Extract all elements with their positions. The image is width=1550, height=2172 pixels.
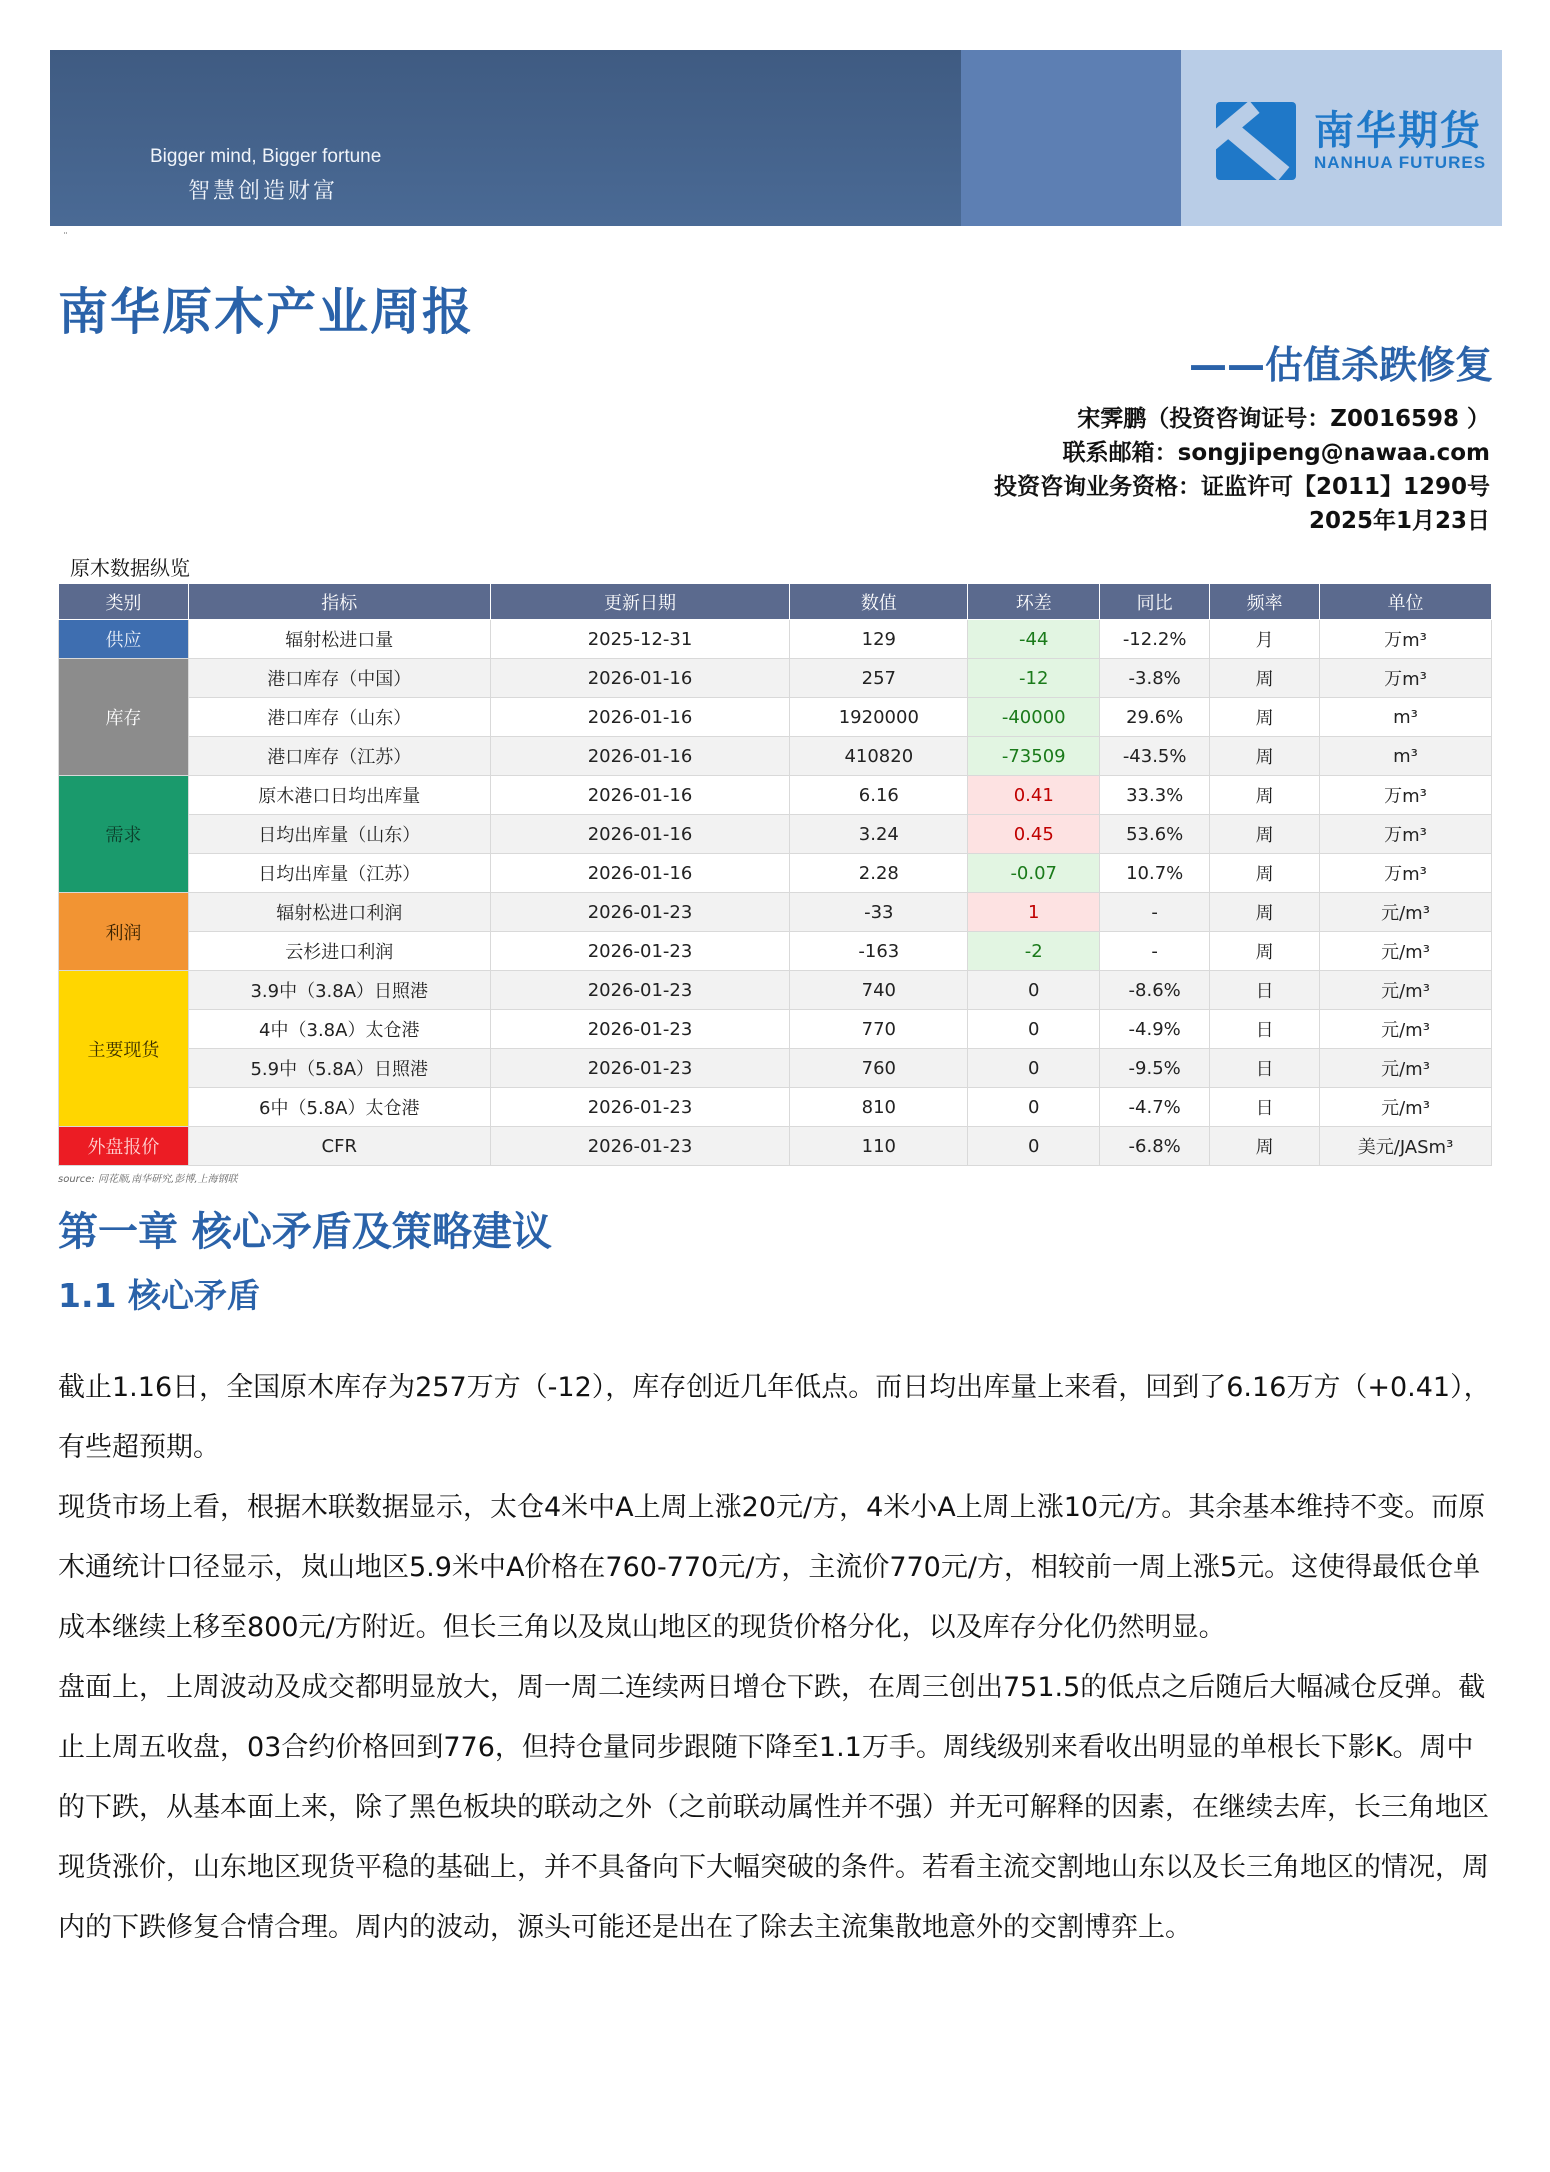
- freq-cell: 日: [1210, 1010, 1320, 1049]
- indicator-cell: 辐射松进口量: [188, 620, 490, 659]
- freq-cell: 周: [1210, 1127, 1320, 1166]
- value-cell: -163: [790, 932, 968, 971]
- unit-cell: 元/m³: [1320, 932, 1492, 971]
- indicator-cell: 4中（3.8A）太仓港: [188, 1010, 490, 1049]
- diff-cell: 0: [968, 1010, 1100, 1049]
- indicator-cell: 辐射松进口利润: [188, 893, 490, 932]
- table-row: [59, 737, 1492, 776]
- col-header: 类别: [59, 584, 189, 620]
- value-cell: 129: [790, 620, 968, 659]
- value-cell: 810: [790, 1088, 968, 1127]
- report-title: 南华原木产业周报: [58, 283, 474, 341]
- date-cell: 2025-12-31: [490, 620, 790, 659]
- banner-right-panel: [1181, 50, 1502, 226]
- freq-cell: 周: [1210, 854, 1320, 893]
- value-cell: 6.16: [790, 776, 968, 815]
- author-license: 投资咨询业务资格：证监许可【2011】1290号: [993, 474, 1490, 500]
- report-date: 2025年1月23日: [1308, 508, 1490, 534]
- unit-cell: 元/m³: [1320, 1049, 1492, 1088]
- yoy-cell: -4.9%: [1100, 1010, 1210, 1049]
- unit-cell: 万m³: [1320, 776, 1492, 815]
- value-cell: 410820: [790, 737, 968, 776]
- col-header: 同比: [1100, 584, 1210, 620]
- col-header: 数值: [790, 584, 968, 620]
- slogan-chinese: 智慧创造财富: [188, 179, 339, 204]
- indicator-cell: 5.9中（5.8A）日照港: [188, 1049, 490, 1088]
- date-cell: 2026-01-16: [490, 776, 790, 815]
- diff-cell: -40000: [968, 698, 1100, 737]
- category-cell: 利润: [59, 893, 189, 971]
- indicator-cell: 港口库存（江苏）: [188, 737, 490, 776]
- table-row: [59, 1127, 1492, 1166]
- value-cell: 257: [790, 659, 968, 698]
- value-cell: -33: [790, 893, 968, 932]
- freq-cell: 周: [1210, 776, 1320, 815]
- yoy-cell: -4.7%: [1100, 1088, 1210, 1127]
- logo-text-en: NANHUA FUTURES: [1314, 153, 1487, 172]
- table-row: [59, 620, 1492, 659]
- col-header: 单位: [1320, 584, 1492, 620]
- unit-cell: 万m³: [1320, 815, 1492, 854]
- freq-cell: 周: [1210, 815, 1320, 854]
- freq-cell: 日: [1210, 971, 1320, 1010]
- date-cell: 2026-01-23: [490, 1088, 790, 1127]
- table-row: [59, 971, 1492, 1010]
- table-row: [59, 776, 1492, 815]
- yoy-cell: -8.6%: [1100, 971, 1210, 1010]
- slogan-english: Bigger mind, Bigger fortune: [150, 146, 382, 167]
- indicator-cell: 3.9中（3.8A）日照港: [188, 971, 490, 1010]
- table-row: [59, 659, 1492, 698]
- value-cell: 740: [790, 971, 968, 1010]
- logo-text-cn: 南华期货: [1314, 108, 1482, 154]
- diff-cell: -2: [968, 932, 1100, 971]
- table-row: [59, 1088, 1492, 1127]
- yoy-cell: -: [1100, 893, 1210, 932]
- indicator-cell: 6中（5.8A）太仓港: [188, 1088, 490, 1127]
- section-title: 1.1 核心矛盾: [58, 1276, 260, 1315]
- value-cell: 760: [790, 1049, 968, 1088]
- table-row: [59, 698, 1492, 737]
- value-cell: 2.28: [790, 854, 968, 893]
- yoy-cell: -3.8%: [1100, 659, 1210, 698]
- value-cell: 3.24: [790, 815, 968, 854]
- diff-cell: -44: [968, 620, 1100, 659]
- unit-cell: m³: [1320, 737, 1492, 776]
- table-caption: 原木数据纵览: [70, 556, 190, 580]
- date-cell: 2026-01-23: [490, 1127, 790, 1166]
- header-banner: [50, 50, 1502, 226]
- unit-cell: 元/m³: [1320, 1088, 1492, 1127]
- freq-cell: 周: [1210, 737, 1320, 776]
- banner-left-panel: [50, 50, 961, 226]
- data-overview-table: [58, 583, 1492, 1166]
- table-source: source: 同花顺,南华研究,彭博,上海钢联: [58, 1174, 238, 1185]
- table-row: [59, 854, 1492, 893]
- indicator-cell: 原木港口日均出库量: [188, 776, 490, 815]
- date-cell: 2026-01-16: [490, 698, 790, 737]
- date-cell: 2026-01-23: [490, 932, 790, 971]
- nanhua-logo-mark-icon: [1216, 102, 1296, 180]
- diff-cell: 0.45: [968, 815, 1100, 854]
- banner-mid-panel: [961, 50, 1181, 226]
- category-cell: 需求: [59, 776, 189, 893]
- indicator-cell: 云杉进口利润: [188, 932, 490, 971]
- unit-cell: 万m³: [1320, 854, 1492, 893]
- freq-cell: 月: [1210, 620, 1320, 659]
- yoy-cell: -12.2%: [1100, 620, 1210, 659]
- diff-cell: 0: [968, 1049, 1100, 1088]
- diff-cell: 1: [968, 893, 1100, 932]
- value-cell: 770: [790, 1010, 968, 1049]
- diff-cell: -73509: [968, 737, 1100, 776]
- yoy-cell: -43.5%: [1100, 737, 1210, 776]
- paragraph: 盘面上，上周波动及成交都明显放大，周一周二连续两日增仓下跌，在周三创出751.5的低点之后随后大幅减仓反弹。截止上周五收盘，03合约价格回到776，但持仓量同步跟随下降至1.1万手。周线级别来看收出明显的单根长下影K。周中的下跌，从基本面上来，除了黑色板块的联动之外（之前联动属性并不强）并无可解释的因素，在继续去库，长三角地区现货涨价，山东地区现货平稳的基础上，并不具备向下大幅突破的条件。若看主流交割地山东以及长三角地区的情况，周内的下跌修复合情合理。周内的波动，源头可能还是出在了除去主流集散地意外的交割博弈上。: [58, 1672, 1489, 1943]
- yoy-cell: -6.8%: [1100, 1127, 1210, 1166]
- indicator-cell: CFR: [188, 1127, 490, 1166]
- report-subtitle: ——估值杀跌修复: [1188, 343, 1493, 387]
- date-cell: 2026-01-23: [490, 1010, 790, 1049]
- unit-cell: 元/m³: [1320, 1010, 1492, 1049]
- date-cell: 2026-01-16: [490, 815, 790, 854]
- date-cell: 2026-01-16: [490, 737, 790, 776]
- col-header: 指标: [188, 584, 490, 620]
- freq-cell: 日: [1210, 1088, 1320, 1127]
- tiny-mark: ¨: [63, 232, 68, 243]
- unit-cell: 万m³: [1320, 620, 1492, 659]
- unit-cell: m³: [1320, 698, 1492, 737]
- freq-cell: 日: [1210, 1049, 1320, 1088]
- yoy-cell: -: [1100, 932, 1210, 971]
- freq-cell: 周: [1210, 932, 1320, 971]
- table-row: [59, 1049, 1492, 1088]
- table-row: [59, 932, 1492, 971]
- freq-cell: 周: [1210, 659, 1320, 698]
- yoy-cell: 33.3%: [1100, 776, 1210, 815]
- col-header: 频率: [1210, 584, 1320, 620]
- diff-cell: -12: [968, 659, 1100, 698]
- category-cell: 供应: [59, 620, 189, 659]
- yoy-cell: 10.7%: [1100, 854, 1210, 893]
- col-header: 更新日期: [490, 584, 790, 620]
- value-cell: 1920000: [790, 698, 968, 737]
- freq-cell: 周: [1210, 893, 1320, 932]
- category-cell: 库存: [59, 659, 189, 776]
- diff-cell: 0.41: [968, 776, 1100, 815]
- date-cell: 2026-01-23: [490, 1049, 790, 1088]
- author-email: 联系邮箱：songjipeng@nawaa.com: [1062, 440, 1490, 466]
- chapter-title: 第一章 核心矛盾及策略建议: [58, 1209, 552, 1255]
- date-cell: 2026-01-16: [490, 659, 790, 698]
- author-block: [994, 402, 1490, 538]
- date-cell: 2026-01-23: [490, 971, 790, 1010]
- author-name: 宋霁鹏（投资咨询证号：Z0016598 ）: [1077, 406, 1490, 432]
- yoy-cell: 53.6%: [1100, 815, 1210, 854]
- table-row: [59, 815, 1492, 854]
- freq-cell: 周: [1210, 698, 1320, 737]
- unit-cell: 元/m³: [1320, 971, 1492, 1010]
- diff-cell: 0: [968, 1127, 1100, 1166]
- unit-cell: 万m³: [1320, 659, 1492, 698]
- indicator-cell: 港口库存（山东）: [188, 698, 490, 737]
- paragraph: 现货市场上看，根据木联数据显示，太仓4米中A上周上涨20元/方，4米小A上周上涨10元/方。其余基本维持不变。而原木通统计口径显示，岚山地区5.9米中A价格在760-770元/方，主流价770元/方，相较前一周上涨5元。这使得最低仓单成本继续上移至800元/方附近。但长三角以及岚山地区的现货价格分化，以及库存分化仍然明显。: [58, 1492, 1486, 1643]
- date-cell: 2026-01-16: [490, 854, 790, 893]
- table-row: [59, 893, 1492, 932]
- date-cell: 2026-01-23: [490, 893, 790, 932]
- category-cell: 外盘报价: [59, 1127, 189, 1166]
- paragraph: 截止1.16日，全国原木库存为257万方（-12），库存创近几年低点。而日均出库量上来看，回到了6.16万方（+0.41），有些超预期。: [58, 1372, 1491, 1463]
- indicator-cell: 港口库存（中国）: [188, 659, 490, 698]
- unit-cell: 美元/JASm³: [1320, 1127, 1492, 1166]
- yoy-cell: -9.5%: [1100, 1049, 1210, 1088]
- diff-cell: 0: [968, 1088, 1100, 1127]
- body-text: [58, 1358, 1498, 1958]
- diff-cell: 0: [968, 971, 1100, 1010]
- category-cell: 主要现货: [59, 971, 189, 1127]
- table-row: [59, 1010, 1492, 1049]
- table-header-row: [59, 584, 1492, 620]
- yoy-cell: 29.6%: [1100, 698, 1210, 737]
- indicator-cell: 日均出库量（山东）: [188, 815, 490, 854]
- indicator-cell: 日均出库量（江苏）: [188, 854, 490, 893]
- value-cell: 110: [790, 1127, 968, 1166]
- unit-cell: 元/m³: [1320, 893, 1492, 932]
- col-header: 环差: [968, 584, 1100, 620]
- diff-cell: -0.07: [968, 854, 1100, 893]
- company-logo: [1216, 102, 1486, 180]
